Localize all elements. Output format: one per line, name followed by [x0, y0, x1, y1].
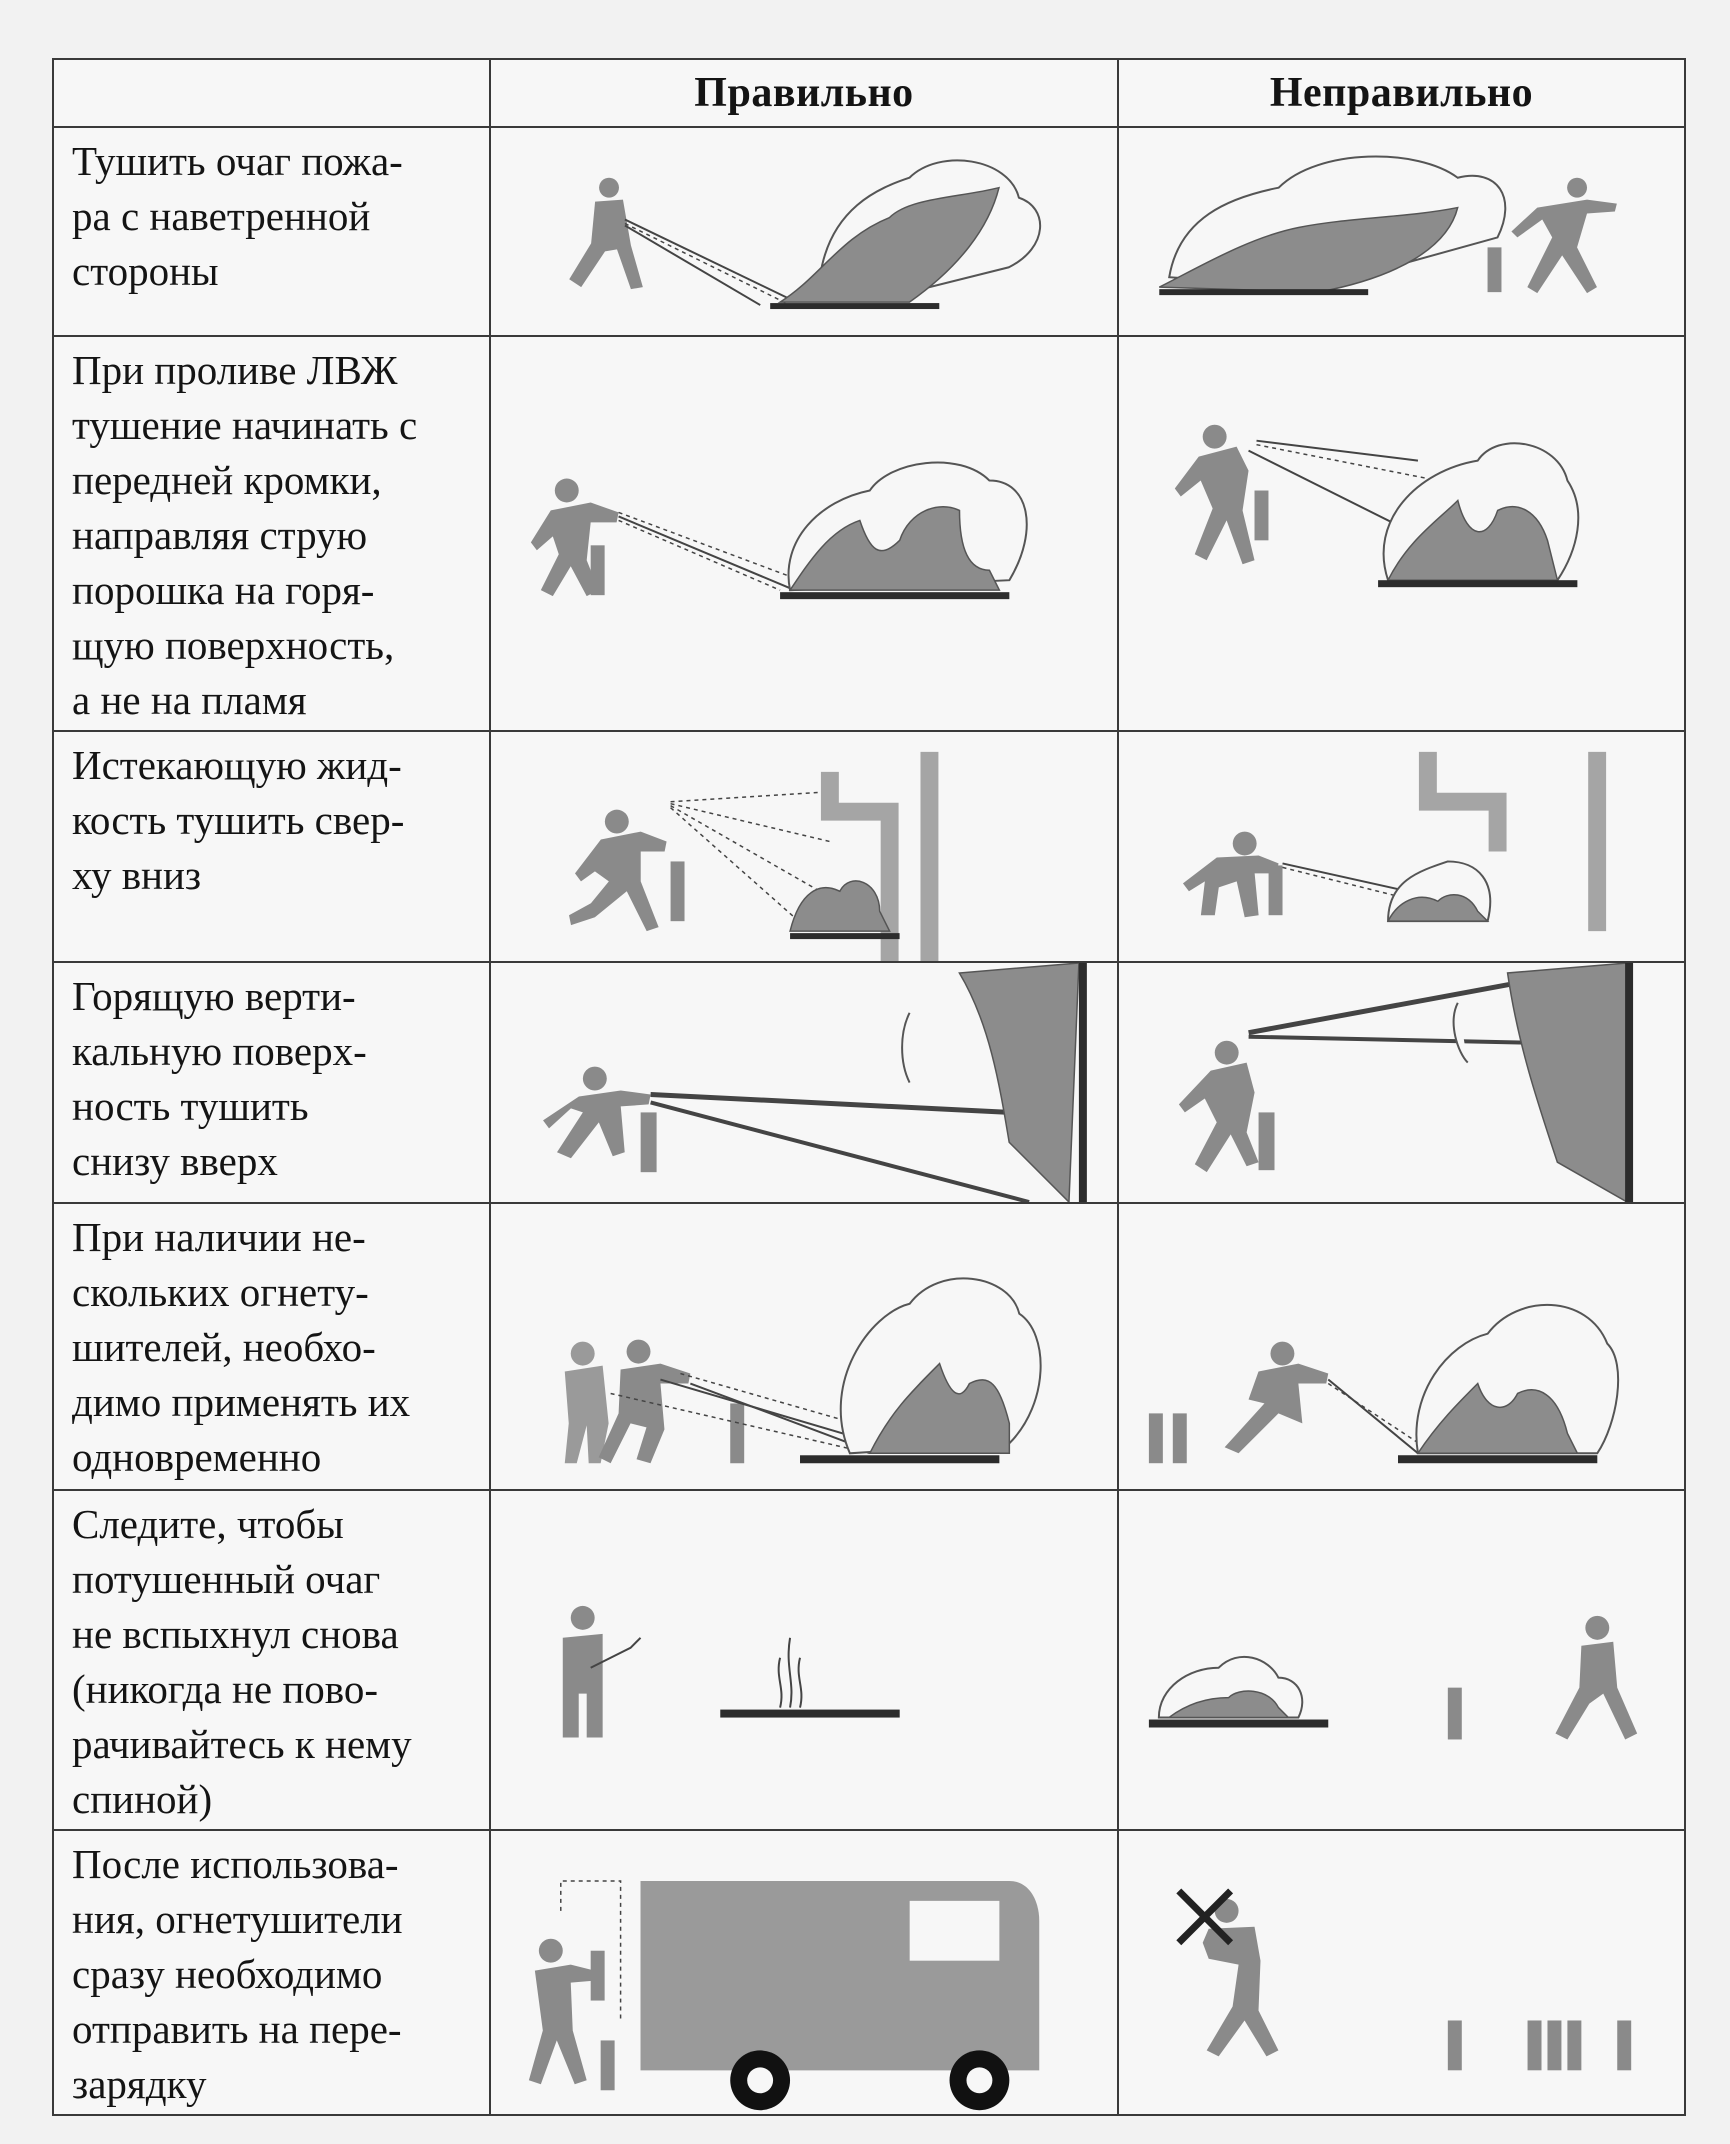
wrong-illustration [1118, 1830, 1685, 2115]
table-row [53, 336, 1685, 731]
watch-wrong-image [1119, 1491, 1684, 1828]
multiple-wrong-image [1119, 1204, 1684, 1489]
vertical-correct-image [491, 963, 1117, 1202]
header-correct: Правильно [490, 59, 1118, 127]
recharge-correct-image [491, 1831, 1117, 2114]
table-row [53, 962, 1685, 1203]
leak-wrong-image [1119, 732, 1684, 961]
windward-correct-image [491, 128, 1117, 335]
leak-correct-image [491, 732, 1117, 961]
wrong-illustration [1118, 127, 1685, 336]
rule-text: При наличии не- скольких огнету- шителей, необхо- димо применять их одновременно [53, 1203, 490, 1490]
wrong-illustration [1118, 962, 1685, 1203]
wrong-illustration [1118, 1490, 1685, 1829]
windward-wrong-image [1119, 128, 1684, 335]
spill-correct-image [491, 337, 1117, 730]
table-row [53, 731, 1685, 962]
spill-wrong-image [1119, 337, 1684, 730]
correct-illustration [490, 1203, 1118, 1490]
rule-text: Горящую верти- кальную поверх- ность тушить снизу вверх [53, 962, 490, 1203]
fire-safety-table [52, 58, 1686, 2116]
vertical-wrong-image [1119, 963, 1684, 1202]
wrong-illustration [1118, 731, 1685, 962]
header-wrong: Неправильно [1118, 59, 1685, 127]
multiple-correct-image [491, 1204, 1117, 1489]
rule-text: Тушить очаг пожа- ра с наветренной стороны [53, 127, 490, 336]
rule-text: Следите, чтобы потушенный очаг не вспыхнул снова (никогда не пово- рачивайтесь к нему спиной) [53, 1490, 490, 1829]
correct-illustration [490, 962, 1118, 1203]
table-row [53, 1490, 1685, 1829]
rule-text: После использова- ния, огнетушители сразу необходимо отправить на пере- зарядку [53, 1830, 490, 2115]
correct-illustration [490, 127, 1118, 336]
wrong-illustration [1118, 336, 1685, 731]
correct-illustration [490, 336, 1118, 731]
table-row [53, 127, 1685, 336]
recharge-wrong-image [1119, 1831, 1684, 2114]
header-row [53, 59, 1685, 127]
watch-correct-image [491, 1491, 1117, 1828]
rule-text: При проливе ЛВЖ тушение начинать с передней кромки, направляя струю порошка на горя- щую поверхность, а не на пламя [53, 336, 490, 731]
table-row [53, 1830, 1685, 2115]
rule-text: Истекающую жид- кость тушить свер- ху вниз [53, 731, 490, 962]
correct-illustration [490, 1490, 1118, 1829]
correct-illustration [490, 1830, 1118, 2115]
correct-illustration [490, 731, 1118, 962]
header-blank [53, 59, 490, 127]
wrong-illustration [1118, 1203, 1685, 1490]
table-row [53, 1203, 1685, 1490]
